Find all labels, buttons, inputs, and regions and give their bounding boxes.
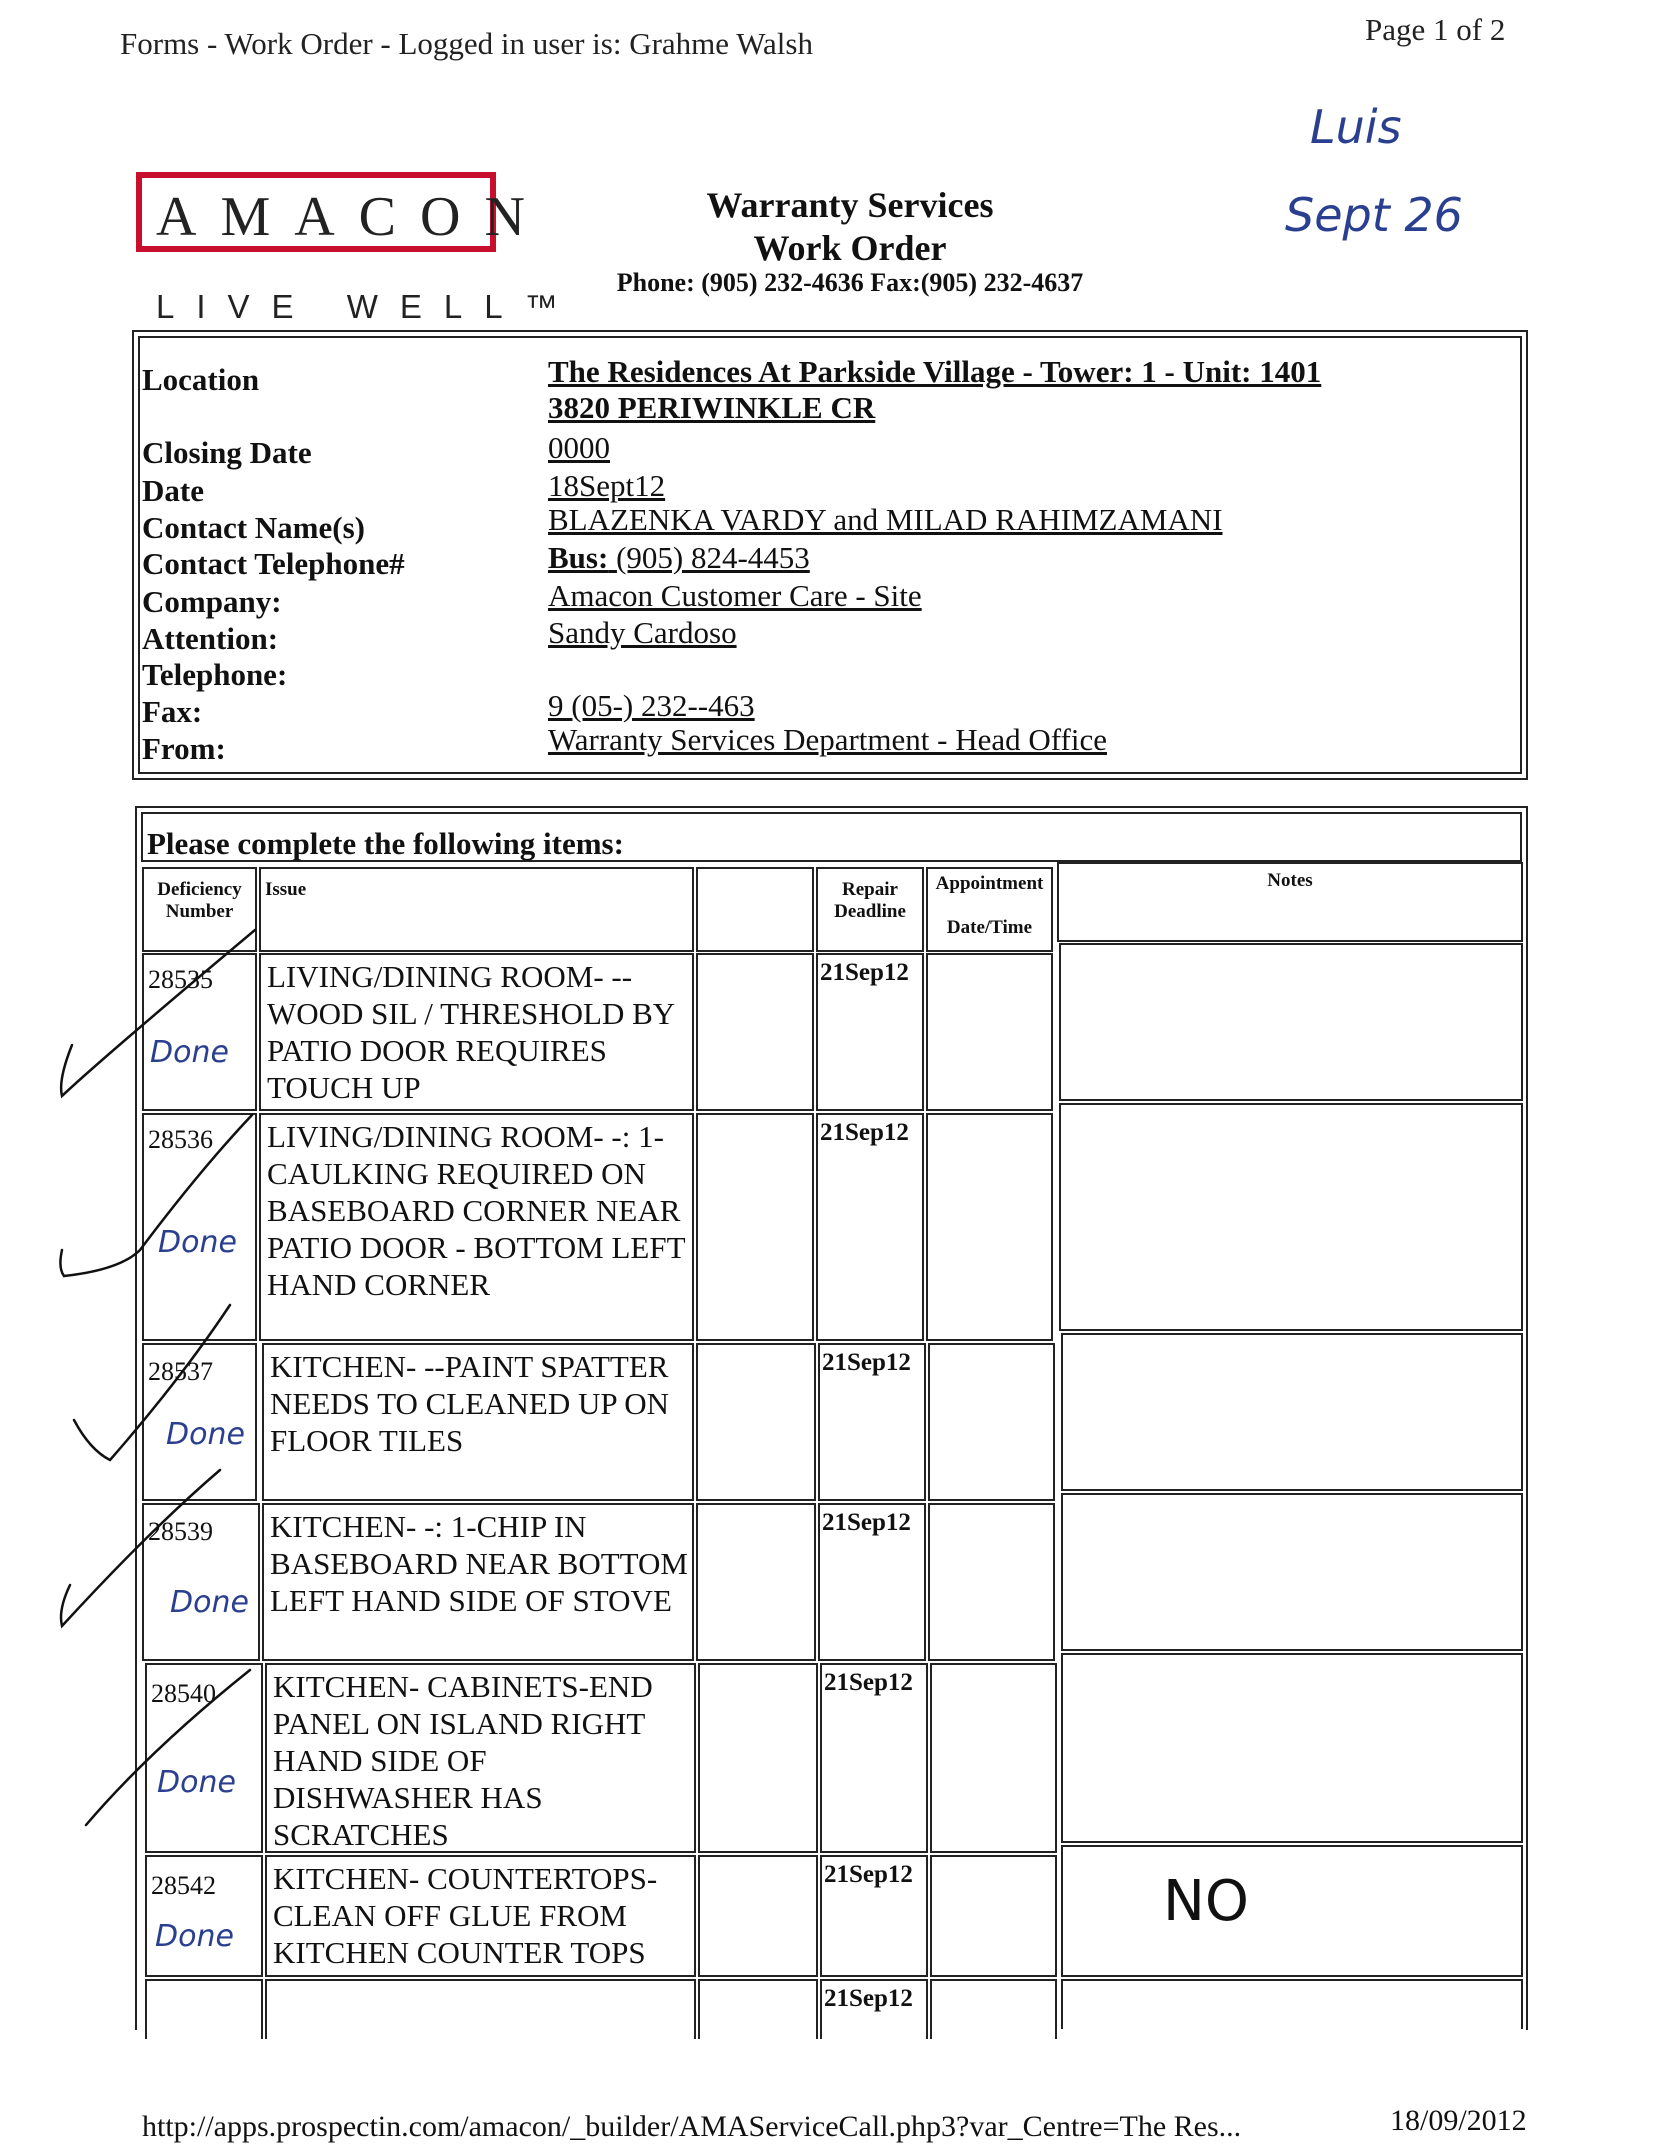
repair-deadline: 21Sep12: [820, 1663, 928, 1853]
handwritten-done: Done: [170, 1585, 249, 1620]
table-row-blank: [696, 953, 814, 1111]
contact-names-value: BLAZENKA VARDY and MILAD RAHIMZAMANI: [548, 502, 1223, 537]
telephone-label: Telephone:: [142, 657, 288, 692]
phone-fax-line: Phone: (905) 232-4636 Fax:(905) 232-4637: [616, 268, 1084, 297]
handwritten-date: Sept 26: [1285, 188, 1463, 242]
items-title: Please complete the following items:: [147, 826, 624, 861]
deficiency-number: 28536: [148, 1125, 213, 1154]
deficiency-number: 28535: [148, 965, 213, 994]
handwritten-note: NO: [1163, 1869, 1249, 1934]
handwritten-done: Done: [150, 1035, 229, 1070]
deficiency-number: 28540: [151, 1679, 216, 1708]
footer-url: http://apps.prospectin.com/amacon/_builder/AMAServiceCall.php3?var_Centre=The Res...: [142, 2110, 1242, 2143]
handwritten-done: Done: [158, 1225, 237, 1260]
repair-deadline: 21Sep12: [820, 1855, 928, 1977]
contact-names-label: Contact Name(s): [142, 510, 365, 545]
location-label: Location: [142, 362, 260, 397]
header-notes: Notes: [1057, 862, 1523, 942]
company-tagline: LIVE WELL™: [156, 288, 580, 325]
department-title: Warranty Services: [706, 185, 994, 225]
appointment-cell: [926, 953, 1053, 1111]
appointment-cell: [926, 1113, 1053, 1341]
contact-phone-value: [548, 540, 810, 576]
header-blank: [696, 867, 814, 952]
header-repair-deadline: Repair Deadline: [816, 867, 924, 952]
handwritten-done: Done: [166, 1417, 245, 1452]
repair-deadline: 21Sep12: [816, 1113, 924, 1341]
issue-description: KITCHEN- CABINETS-END PANEL ON ISLAND RIGHT HAND SIDE OF DISHWASHER HAS SCRATCHES: [265, 1663, 696, 1853]
contact-phone-label: Contact Telephone#: [142, 546, 405, 581]
header-deficiency-number: Deficiency Number: [142, 867, 257, 952]
footer-date: 18/09/2012: [1390, 2104, 1527, 2137]
table-row-blank: [696, 1503, 816, 1661]
repair-deadline: 21Sep12: [818, 1343, 926, 1501]
deficiency-number: 28537: [148, 1357, 213, 1386]
issue-description: KITCHEN- --PAINT SPATTER NEEDS TO CLEANED UP ON FLOOR TILES: [262, 1343, 694, 1501]
table-row-cell-number: [145, 1663, 263, 1853]
fax-label: Fax:: [142, 694, 203, 729]
table-row-blank: [698, 1979, 818, 2039]
table-row-blank: [696, 1343, 816, 1501]
issue-description: [265, 1979, 696, 2039]
address-value: 3820 PERIWINKLE CR: [548, 390, 876, 425]
issue-description: LIVING/DINING ROOM- -: 1- CAULKING REQUIRED ON BASEBOARD CORNER NEAR PATIO DOOR - BOTTOM LEFT HAND CORNER: [259, 1113, 694, 1341]
table-row-blank: [698, 1855, 818, 1977]
closing-date-value: 0000: [548, 430, 610, 465]
table-row-cell-number: [142, 1503, 260, 1661]
fax-value: 9 (05-) 232--463: [548, 688, 755, 723]
table-row-blank: [698, 1663, 818, 1853]
handwritten-done: Done: [155, 1919, 234, 1954]
header-appointment: Appointment: [935, 873, 1044, 894]
closing-date-label: Closing Date: [142, 435, 312, 470]
browser-print-header: Forms - Work Order - Logged in user is: Grahme Walsh: [120, 26, 813, 61]
appointment-cell: [930, 1663, 1057, 1853]
header-date-time: Date/Time: [946, 917, 1033, 938]
company-label: Company:: [142, 584, 282, 619]
page-number: Page 1 of 2: [1365, 12, 1506, 47]
from-value: Warranty Services Department - Head Office: [548, 722, 1107, 757]
header-appointment-cell: [926, 867, 1053, 952]
contact-phone-number: (905) 824-4453: [616, 540, 810, 575]
deficiency-number: 28542: [151, 1871, 216, 1900]
attention-value: Sandy Cardoso: [548, 615, 737, 650]
document-title: Work Order: [753, 228, 947, 268]
table-row-cell-number: [142, 953, 257, 1111]
contact-phone-prefix: Bus:: [548, 540, 609, 575]
notes-cell: [1061, 1333, 1523, 1491]
notes-cell: [1061, 1653, 1523, 1843]
deficiency-number: 28539: [148, 1517, 213, 1546]
header-issue: Issue: [259, 867, 694, 952]
from-label: From:: [142, 731, 226, 766]
repair-deadline: 21Sep12: [820, 1979, 928, 2039]
appointment-cell: [928, 1503, 1055, 1661]
issue-description: LIVING/DINING ROOM- -- WOOD SIL / THRESHOLD BY PATIO DOOR REQUIRES TOUCH UP: [259, 953, 694, 1111]
notes-cell: [1061, 1979, 1523, 2029]
issue-description: KITCHEN- -: 1-CHIP IN BASEBOARD NEAR BOTTOM LEFT HAND SIDE OF STOVE: [262, 1503, 694, 1661]
table-row-cell-number: [142, 1343, 257, 1501]
issue-description: KITCHEN- COUNTERTOPS- CLEAN OFF GLUE FROM KITCHEN COUNTER TOPS: [265, 1855, 696, 1977]
handwritten-name: Luis: [1310, 100, 1402, 154]
handwritten-done: Done: [157, 1765, 236, 1800]
notes-cell: [1059, 943, 1523, 1101]
table-row-cell-number: [145, 1979, 263, 2039]
table-row-cell-number: [142, 1113, 257, 1341]
notes-cell: [1061, 1845, 1523, 1977]
company-value: Amacon Customer Care - Site: [548, 578, 922, 613]
repair-deadline: 21Sep12: [818, 1503, 926, 1661]
table-row-blank: [696, 1113, 814, 1341]
notes-cell: [1061, 1493, 1523, 1651]
company-logo: AMACON: [156, 186, 549, 248]
attention-label: Attention:: [142, 621, 279, 656]
repair-deadline: 21Sep12: [816, 953, 924, 1111]
notes-cell: [1059, 1103, 1523, 1331]
appointment-cell: [930, 1855, 1057, 1977]
location-value: The Residences At Parkside Village - Tower: 1 - Unit: 1401: [548, 354, 1322, 389]
table-row-cell-number: [145, 1855, 263, 1977]
date-value: 18Sept12: [548, 468, 666, 503]
appointment-cell: [930, 1979, 1057, 2039]
appointment-cell: [928, 1343, 1055, 1501]
date-label: Date: [142, 473, 204, 508]
